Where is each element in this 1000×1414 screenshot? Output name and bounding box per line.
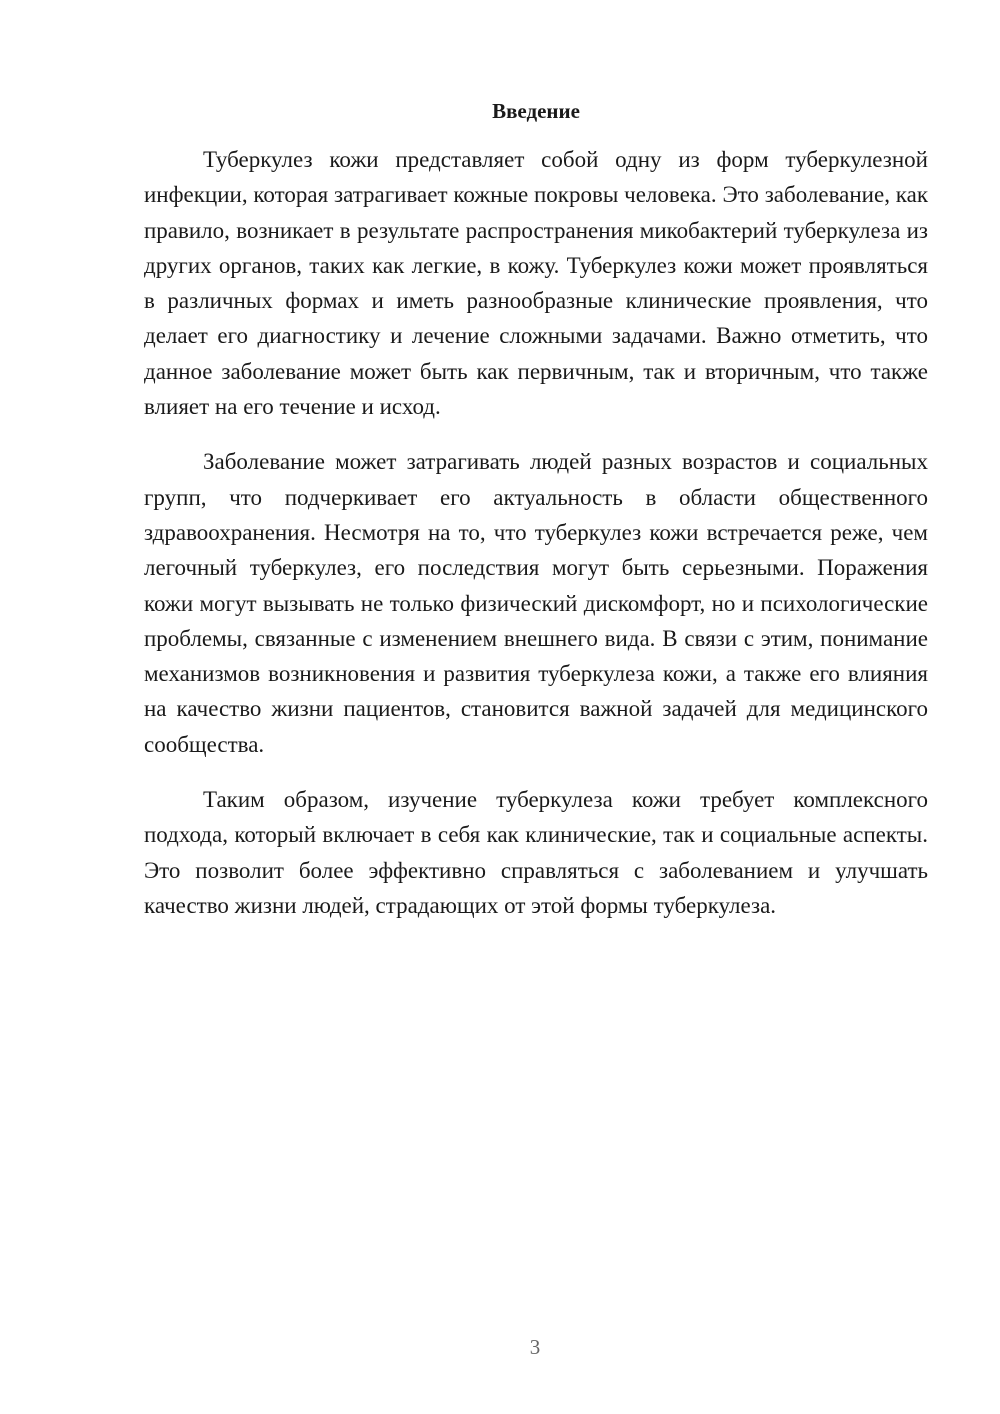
document-body [144, 142, 928, 943]
section-heading: Введение [492, 99, 580, 123]
page-number: 3 [529, 1335, 541, 1359]
paragraph-2: Заболевание может затрагивать людей разных возрастов и социальных групп, что подчеркивает его актуальность в области общественного здравоохранения. Несмотря на то, что туберкулез кожи встречается реже, чем легочный туберкулез, его последствия могут быть серьезными. Поражения кожи могут вызывать не только физический дискомфорт, но и психологические проблемы, связанные с изменением внешнего вида. В связи с этим, понимание механизмов возникновения и развития туберкулеза кожи, а также его влияния на качество жизни пациентов, становится важной задачей для медицинского сообщества. [144, 449, 928, 757]
paragraph-1: Туберкулез кожи представляет собой одну из форм туберкулезной инфекции, которая затрагивает кожные покровы человека. Это заболевание, как правило, возникает в результате распространения микобактерий туберкулеза из других органов, таких как легкие, в кожу. Туберкулез кожи может проявляться в различных формах и иметь разнообразные клинические проявления, что делает его диагностику и лечение сложными задачами. Важно отметить, что данное заболевание может быть как первичным, так и вторичным, что также влияет на его течение и исход. [144, 147, 928, 420]
paragraph-3: Таким образом, изучение туберкулеза кожи требует комплексного подхода, который включает в себя как клинические, так и социальные аспекты. Это позволит более эффективно справляться с заболеванием и улучшать качество жизни людей, страдающих от этой формы туберкулеза. [144, 787, 928, 918]
